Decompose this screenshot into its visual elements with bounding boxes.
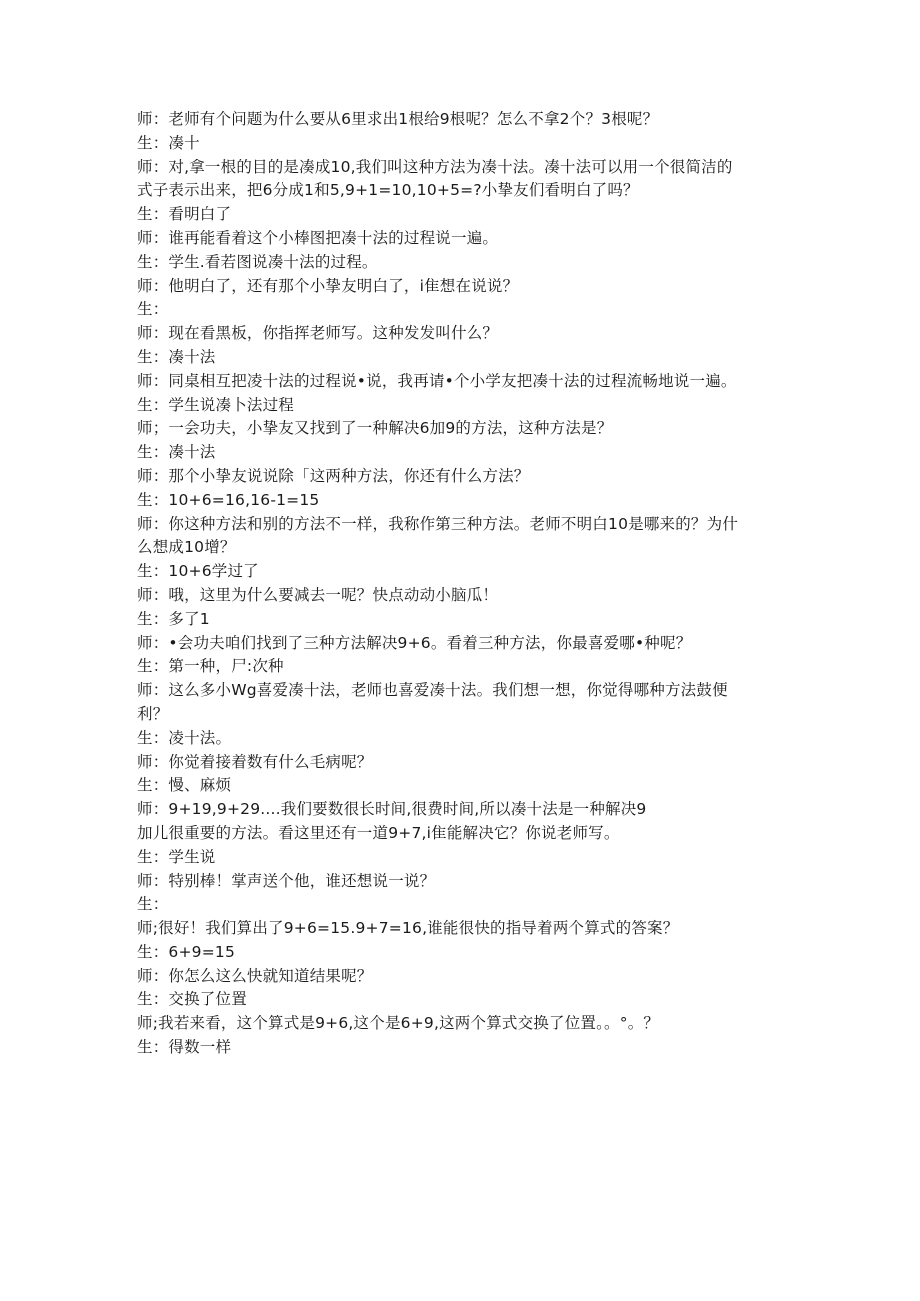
text-line: 师：老师有个问题为什么要从6里求出1根给9根呢？怎么不拿2个？3根呢？	[137, 110, 659, 128]
text-line: 师；一会功夫，小挚友又找到了一种解决6加9的方法，这种方法是？	[137, 419, 613, 438]
text-line: 师：•会功夫咱们找到了三种方法解决9+6。看着三种方法，你最喜爱哪•种呢？	[137, 633, 692, 652]
text-line: 师：同桌相互把凌十法的过程说•说，我再请•个小学友把凑十法的过程流畅地说一遍。	[137, 371, 737, 390]
text-line: 生：	[137, 300, 169, 319]
text-line: 师：这么多小Wg喜爱凑十法，老师也喜爱凑十法。我们想一想，你觉得哪种方法鼓便	[137, 681, 728, 700]
text-line: 生：10+6=16,16-1=15	[137, 490, 320, 509]
text-line: 师：哦，这里为什么要减去一呢？快点动动小脑瓜！	[137, 585, 499, 604]
text-line: 生：学生说凑卜法过程	[137, 395, 295, 414]
text-line: 生：交换了位置	[137, 990, 247, 1009]
text-line: 生：凑十法	[137, 443, 216, 462]
dialogue-text	[137, 108, 787, 1060]
text-line: 么想成10增？	[137, 538, 236, 557]
text-line: 生：10+6学过了	[137, 562, 259, 581]
text-line: 生：凌十法。	[137, 728, 232, 747]
text-line: 师：特别棒！掌声送个他，谁还想说一说？	[137, 871, 436, 890]
text-line: 生：凑十法	[137, 347, 216, 366]
text-line: 生：学生说	[137, 847, 216, 866]
text-line: 生：慢、麻烦	[137, 776, 232, 795]
text-line: 师：那个小挚友说说除「这两种方法，你还有什么方法？	[137, 466, 530, 485]
text-line: 师：9+19,9+29....我们要数很长时间,很费时间,所以凑十法是一种解决9	[137, 800, 647, 819]
text-line: 式子表示出来，把6分成1和5,9+1=10,10+5=?小挚友们看明白了吗？	[137, 181, 639, 200]
text-line: 师：谁再能看着这个小棒图把凑十法的过程说一遍。	[137, 228, 499, 247]
text-line: 师：对,拿一根的目的是凑成10,我们叫这种方法为凑十法。凑十法可以用一个很简洁的	[137, 157, 733, 176]
text-line: 利？	[137, 704, 169, 723]
text-line: 生：得数一样	[137, 1038, 232, 1057]
text-line: 师：现在看黑板，你指挥老师写。这种发发叫什么？	[137, 324, 499, 343]
text-line: 生：第一种，尸:次种	[137, 657, 284, 676]
text-line: 生：6+9=15	[137, 942, 236, 961]
text-line: 师：你觉着接着数有什么毛病呢？	[137, 752, 373, 771]
text-line: 生：凑十	[137, 133, 200, 152]
text-line: 师：他明白了，还有那个小挚友明白了，i隹想在说说？	[137, 276, 519, 295]
text-line: 师;很好！我们算出了9+6=15.9+7=16,谁能很快的指导着两个算式的答案？	[137, 919, 679, 938]
text-line: 师：你这种方法和别的方法不一样，我称作第三种方法。老师不明白10是哪来的？为什	[137, 514, 739, 533]
text-line: 师：你怎么这么快就知道结果呢？	[137, 966, 373, 985]
text-line: 师;我若来看，这个算式是9+6,这个是6+9,这两个算式交换了位置。。°。？	[137, 1014, 660, 1033]
text-line: 生：学生.看若图说凑十法的过程。	[137, 252, 378, 271]
text-line: 生：多了1	[137, 609, 210, 628]
text-line: 生：看明白了	[137, 205, 232, 224]
text-line: 生：	[137, 895, 169, 914]
text-line: 加儿很重要的方法。看这里还有一道9+7,i隹能解决它？你说老师写。	[137, 823, 620, 842]
